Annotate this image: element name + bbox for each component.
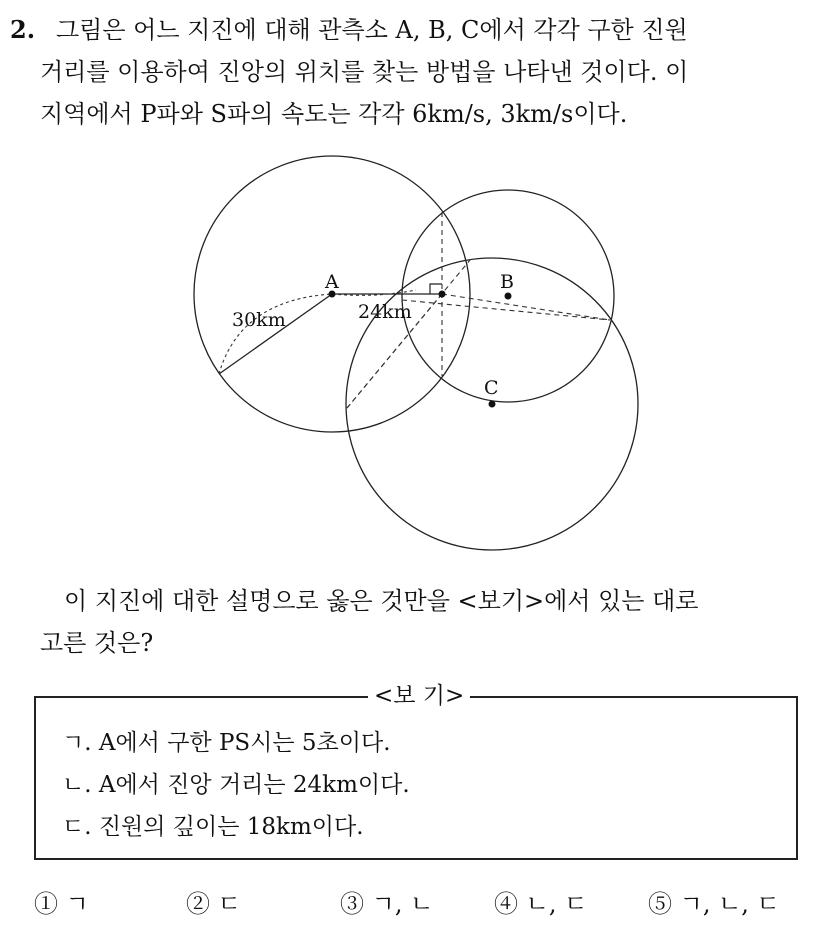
dashed-line-b: [442, 294, 610, 320]
choice-4[interactable]: ④ ㄴ, ㄷ: [494, 890, 588, 918]
prompt-line-2: 고른 것은?: [40, 629, 154, 657]
bogi-item-digeut: ㄷ. 진원의 깊이는 18km이다.: [62, 814, 364, 840]
station-c-dot: [489, 401, 496, 408]
question-text-line-2: 거리를 이용하여 진앙의 위치를 찾는 방법을 나타낸 것이다. 이: [40, 58, 689, 86]
choice-3[interactable]: ③ ㄱ, ㄴ: [340, 890, 434, 918]
choice-5[interactable]: ⑤ ㄱ, ㄴ, ㄷ: [648, 890, 780, 918]
epicenter-dot: [439, 291, 446, 298]
question-number: 2.: [10, 15, 36, 44]
station-b-label: B: [500, 271, 514, 293]
dashed-chord-upper: [402, 300, 610, 320]
choice-2[interactable]: ② ㄷ: [186, 890, 241, 918]
bogi-item-nieun: ㄴ. A에서 진앙 거리는 24km이다.: [62, 772, 410, 798]
question-text-line-1: 그림은 어느 지진에 대해 관측소 A, B, C에서 각각 구한 진원: [56, 16, 688, 44]
distance-30km-label: 30km: [232, 309, 286, 331]
station-c-label: C: [484, 377, 499, 399]
choice-1[interactable]: ① ㄱ: [34, 890, 89, 918]
prompt-line-1: 이 지진에 대한 설명으로 옳은 것만을 <보기>에서 있는 대로: [64, 587, 699, 615]
bogi-box: [34, 683, 798, 860]
radius-line-a: [219, 294, 332, 374]
distance-24km-label: 24km: [358, 301, 412, 323]
epicenter-figure: [180, 150, 650, 560]
station-b-dot: [505, 293, 512, 300]
question-text-line-3: 지역에서 P파와 S파의 속도는 각각 6km/s, 3km/s이다.: [40, 100, 628, 128]
bogi-title: <보 기>: [368, 681, 470, 711]
station-a-label: A: [325, 271, 339, 293]
bogi-item-giyeok: ㄱ. A에서 구한 PS시는 5초이다.: [62, 730, 391, 756]
